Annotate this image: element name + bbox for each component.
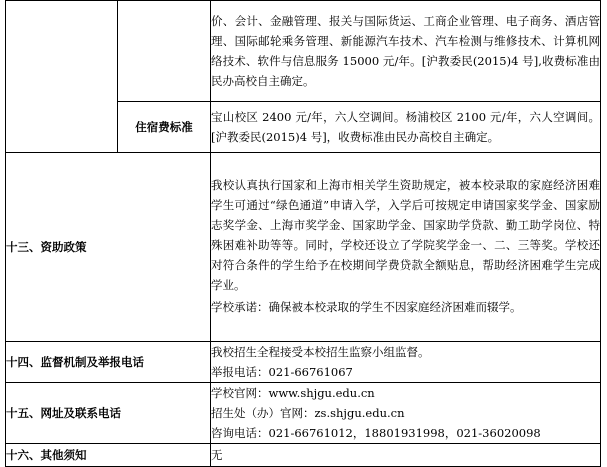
section-14-content: [211, 342, 601, 383]
supervision-text: 我校招生全程接受本校招生监察小组监督。: [211, 345, 430, 359]
section-13-content: [211, 153, 601, 342]
section-15-row: [6, 383, 601, 444]
section-13-row: [6, 153, 601, 342]
section-13-paragraph-2: 学校承诺：确保被本校录取的学生不因家庭经济困难而辍学。: [211, 300, 522, 314]
consult-phone: 咨询电话：021-66761012，18801931998，021-36020098: [211, 426, 541, 440]
section-13-title: 十三、资助政策: [6, 153, 211, 342]
tuition-tail-text: 价、会计、金融管理、报关与国际货运、工商企业管理、电子商务、酒店管理、国际邮轮乘务管理、新能源汽车技术、汽车检测与维修技术、计算机网络技术、软件与信息服务 15000 元/年。[沪教委民(2015)4 号],收费标准由民办高校自主确定。: [211, 1, 601, 102]
section-13-paragraph-1: 我校认真执行国家和上海市相关学生资助规定，被本校录取的家庭经济困难学生可通过“绿色通道”申请入学，入学后可按规定申请国家奖学金、国家励志奖学金、上海市奖学金、国家助学金、国家助学贷款、勤工助学岗位、特殊困难补助等等。同时，学校还设立了学院奖学金一、二、三等奖。学校还对符合条件的学生给予在校期间学费贷款全额贴息，帮助经济困难学生完成学业。: [211, 178, 600, 292]
fee-section-left-cell: [6, 1, 118, 153]
section-16-row: [6, 444, 601, 467]
tuition-label-cell: [118, 1, 211, 102]
accommodation-text: 宝山校区 2400 元/年，六人空调间。杨浦校区 2100 元/年，六人空调间。[沪教委民(2015)4 号]，收费标准由民办高校自主确定。: [211, 102, 601, 153]
admission-office-website: 招生处（办）官网：zs.shjgu.edu.cn: [211, 406, 405, 420]
section-15-title: 十五、网址及联系电话: [6, 383, 211, 444]
school-website: 学校官网：www.shjgu.edu.cn: [211, 386, 375, 400]
section-14-title: 十四、监督机制及举报电话: [6, 342, 211, 383]
report-phone: 举报电话：021-66761067: [211, 365, 353, 379]
section-14-row: [6, 342, 601, 383]
admission-info-table: [5, 0, 601, 467]
accommodation-label: 住宿费标准: [118, 102, 211, 153]
section-16-content: 无: [211, 444, 601, 467]
tuition-tail-row: [6, 1, 601, 102]
section-15-content: [211, 383, 601, 444]
section-16-title: 十六、其他须知: [6, 444, 211, 467]
